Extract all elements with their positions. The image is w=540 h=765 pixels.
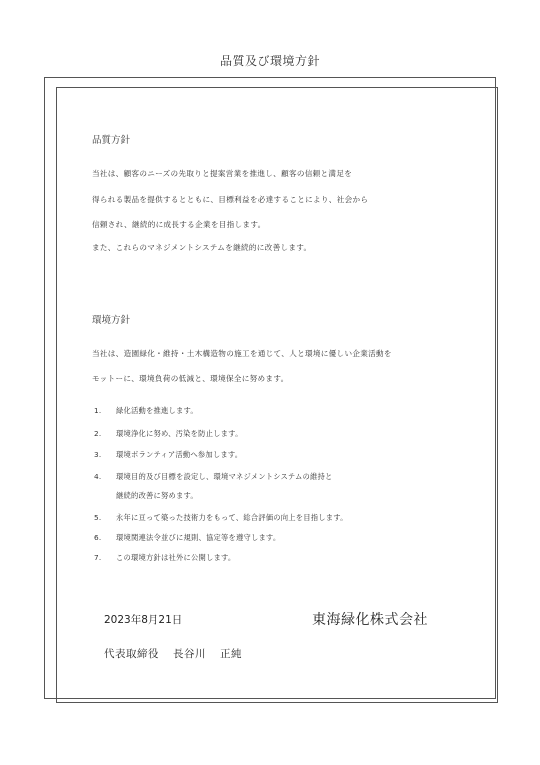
environment-item-1 [94,406,198,416]
environment-line-2: モットーに、環境負荷の低減と、環境保全に努めます。 [92,374,289,383]
environment-line-1: 当社は、造園緑化・維持・土木構造物の施工を通じて、人と環境に優しい企業活動を [92,349,392,358]
environment-item-4-continued [94,491,198,501]
item-text: 環境目的及び目標を設定し、環境マネジメントシステムの維持と [116,472,333,481]
item-number: 1. [94,406,102,415]
item-number: 5. [94,513,102,522]
item-text: 永年に亘って築った技術力をもって、総合評価の向上を目指します。 [116,513,348,522]
environment-item-4 [94,472,332,482]
quality-line-4: また、これらのマネジメントシステムを継続的に改善します。 [92,243,312,252]
company-name: 東海緑化株式会社 [312,612,428,628]
item-text: この環境方針は社外に公開します。 [116,553,236,562]
signer-family-name: 長谷川 [173,648,206,660]
quality-line-1: 当社は、顧客のニーズの先取りと提案営業を推進し、顧客の信頼と満足を [92,169,353,178]
signer-title: 代表取締役 [104,648,159,660]
environment-item-7 [94,553,235,563]
environment-item-2 [94,429,243,439]
item-number: 7. [94,553,102,562]
quality-line-3: 信頼され、継続的に成長する企業を目指します。 [92,220,266,229]
item-text: 環境ボランティア活動へ参加します。 [116,450,243,459]
environment-heading: 環境方針 [92,315,131,326]
item-text: 環境関連法令並びに規則、協定等を遵守します。 [116,533,281,542]
document-frame-inner [56,87,498,703]
quality-heading: 品質方針 [92,135,131,146]
item-text: 緑化活動を推進します。 [116,406,198,415]
item-number: 4. [94,472,102,481]
environment-item-5 [94,513,348,523]
item-number: 6. [94,533,102,542]
item-number: 2. [94,429,102,438]
page-title: 品質及び環境方針 [219,54,320,68]
item-text: 環境浄化に努め、汚染を防止します。 [116,429,243,438]
signer-given-name: 正純 [220,648,242,660]
environment-item-6 [94,533,280,543]
environment-item-3 [94,450,242,460]
item-text: 継続的改善に努めます。 [116,491,198,500]
item-number: 3. [94,450,102,459]
signer [104,646,256,661]
issue-date: 2023年8月21日 [104,614,183,626]
quality-line-2: 得られる製品を提供するとともに、目標利益を必達することにより、社会から [92,195,369,204]
